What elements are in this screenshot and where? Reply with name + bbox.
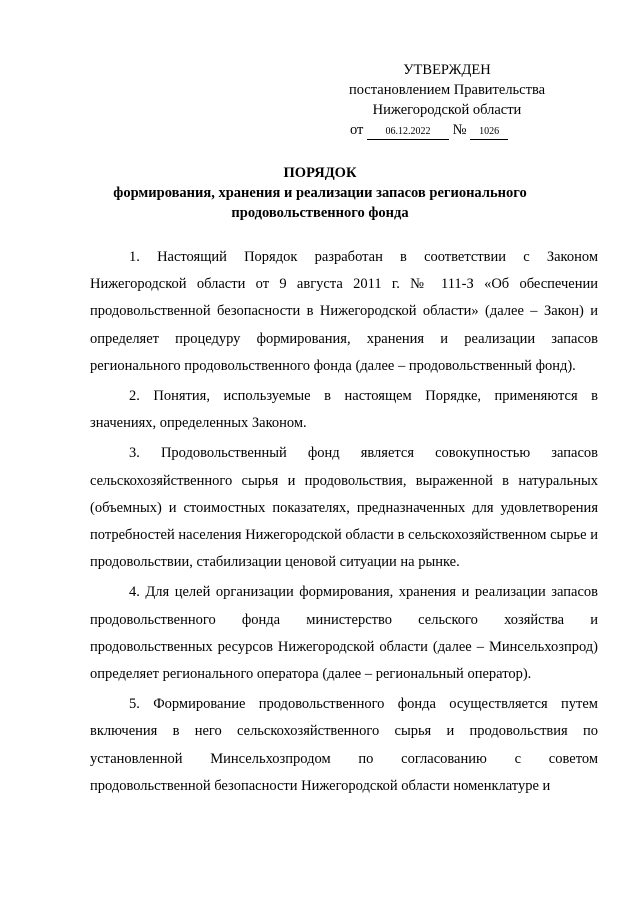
- paragraph-1: 1. Настоящий Порядок разработан в соответствии с Законом Нижегородской области от 9 августа 2011 г. № 111-З «Об обеспечении продовольственной безопасности в Нижегородской области» (далее – Закон) и определяет процедуру формирования, хранения и реализации запасов регионального продовольственного фонда (далее – продовольственный фонд).: [90, 249, 598, 374]
- approval-number: 1026: [470, 125, 508, 140]
- document-title: [0, 163, 640, 223]
- approval-decree-line: постановлением Правительства: [348, 82, 546, 98]
- approval-date: 06.12.2022: [367, 125, 449, 140]
- paragraph-3: 3. Продовольственный фонд является совокупностью запасов сельскохозяйственного сырья и продовольствия, выраженной в натуральных (объемных) и стоимостных показателях, предназначенных для удовлетворения потребностей населения Нижегородской области в сельскохозяйственном сырье и продовольствии, стабилизации ценовой ситуации на рынке.: [90, 445, 598, 571]
- title-heading: ПОРЯДОК: [283, 165, 357, 181]
- title-subtitle-line-1: формирования, хранения и реализации запасов регионального: [113, 185, 527, 201]
- title-subtitle-line-2: продовольственного фонда: [231, 205, 409, 221]
- approval-region-line: Нижегородской области: [372, 102, 522, 118]
- approval-date-row: [322, 120, 572, 140]
- approval-stamp: [322, 60, 572, 140]
- paragraph-2: 2. Понятия, используемые в настоящем Порядке, применяются в значениях, определенных Законом.: [90, 388, 598, 432]
- paragraph-5: 5. Формирование продовольственного фонда осуществляется путем включения в него сельскохозяйственного сырья и продовольствия по установленной Минсельхозпродом по согласованию с советом продовольственной безопасности Нижегородской области номенклатуре и: [90, 696, 598, 794]
- document-body: [90, 244, 598, 803]
- number-label: №: [452, 122, 467, 138]
- approval-heading: УТВЕРЖДЕН: [403, 62, 491, 78]
- from-label: от: [350, 122, 364, 138]
- paragraph-4: 4. Для целей организации формирования, хранения и реализации запасов продовольственного фонда министерство сельского хозяйства и продовольственных ресурсов Нижегородской области (далее – Минсельхозпрод) определяет регионального оператора (далее – региональный оператор).: [90, 584, 598, 683]
